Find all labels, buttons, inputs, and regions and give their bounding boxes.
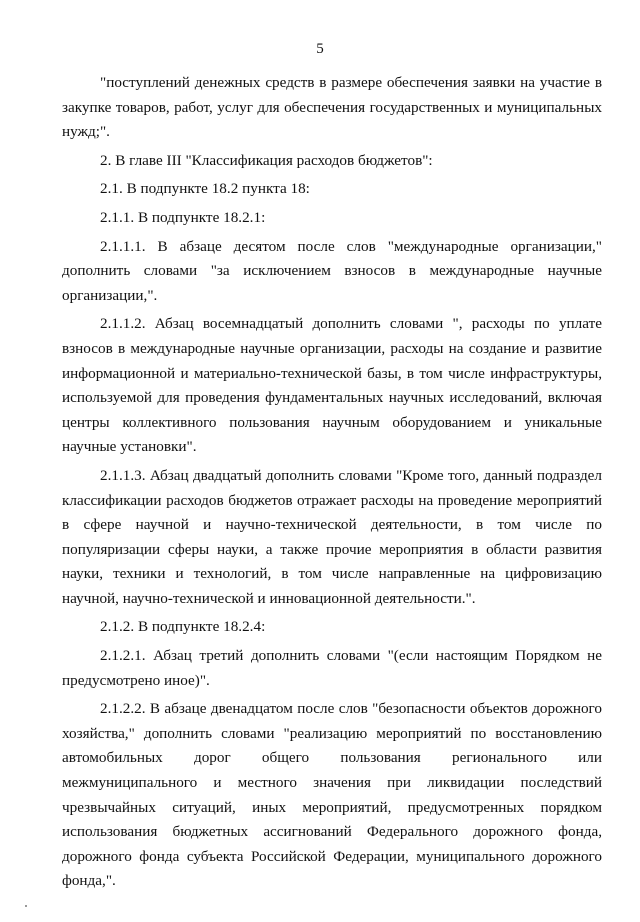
scan-speck — [25, 905, 27, 907]
paragraph-continuation: "поступлений денежных средств в размере обеспечения заявки на участие в закупке товаров, работ, услуг для обеспечения государственных и муниципальных нужд;". — [62, 74, 602, 141]
paragraph-2-1-1-2: 2.1.1.2. Абзац восемнадцатый дополнить словами ", расходы по уплате взносов в международные научные организации, расходы на создание и развитие информационной и материально-технической базы, в том числе инфраструктуры, используемой для проведения фундаментальных научных исследований, включая центры коллективного пользования научным оборудованием и уникальные научные установки". — [62, 315, 602, 456]
paragraph-2: 2. В главе III "Классификация расходов бюджетов": — [100, 151, 433, 169]
document-body — [62, 71, 602, 898]
paragraph-2-1-1-3: 2.1.1.3. Абзац двадцатый дополнить словами "Кроме того, данный подраздел классификации расходов бюджетов отражает расходы на проведение мероприятий в сфере научной и научно-технической деятельности, в том числе по популяризации сферы науки, а также прочие мероприятия в области развития науки, техники и технологий, в том числе направленные на цифровизацию научной, научно-технической и инновационной деятельности.". — [62, 466, 602, 607]
paragraph-2-1-2-2: 2.1.2.2. В абзаце двенадцатом после слов "безопасности объектов дорожного хозяйства," дополнить словами "реализацию мероприятий по восстановлению автомобильных дорог общего пользования регионального или межмуниципального и местного значения при ликвидации последствий чрезвычайных ситуаций, иных мероприятий, предусмотренных порядком использования бюджетных ассигнований Федерального дорожного фонда, дорожного фонда субъекта Российской Федерации, муниципального дорожного фонда,". — [62, 700, 602, 890]
paragraph-2-1: 2.1. В подпункте 18.2 пункта 18: — [100, 180, 310, 198]
paragraph-2-1-1-1: 2.1.1.1. В абзаце десятом после слов "международные организации," дополнить словами "за исключением взносов в международные научные организации,". — [62, 237, 602, 304]
paragraph-2-1-2: 2.1.2. В подпункте 18.2.4: — [100, 618, 266, 636]
paragraph-2-1-2-1: 2.1.2.1. Абзац третий дополнить словами "(если настоящим Порядком не предусмотрено иное)". — [62, 647, 602, 689]
page-number: 5 — [316, 41, 324, 57]
paragraph-2-1-1: 2.1.1. В подпункте 18.2.1: — [100, 208, 266, 226]
